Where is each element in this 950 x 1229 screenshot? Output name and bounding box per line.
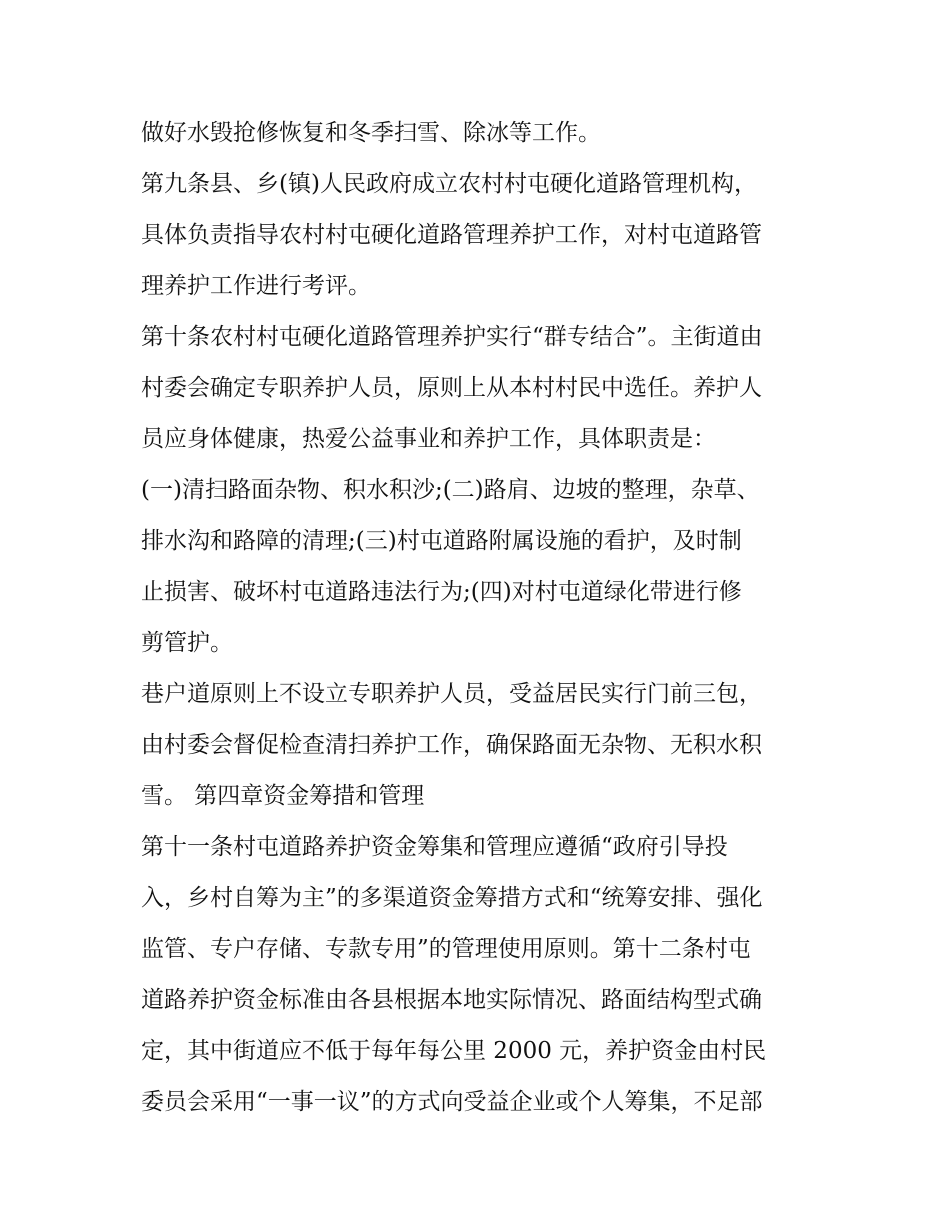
text-line: (一)清扫路面杂物、积水积沙;(二)路肩、边坡的整理，杂草、 <box>141 477 760 503</box>
text-line: 雪。 第四章资金筹措和管理 <box>141 783 425 809</box>
text-line: 由村委会督促检查清扫养护工作，确保路面无杂物、无积水积 <box>141 732 762 758</box>
text-line: 做好水毁抢修恢复和冬季扫雪、除冰等工作。 <box>141 120 601 146</box>
text-line: 第九条县、乡(镇)人民政府成立农村村屯硬化道路管理机构， <box>141 171 757 197</box>
text-line: 定，其中街道应不低于每年每公里 2000 元，养护资金由村民 <box>141 1038 767 1064</box>
text-line: 监管、专户存储、专款专用”的管理使用原则。第十二条村屯 <box>141 936 751 962</box>
text-line: 具体负责指导农村村屯硬化道路管理养护工作，对村屯道路管 <box>141 222 762 248</box>
text-line: 入，乡村自筹为主”的多渠道资金筹措方式和“统筹安排、强化 <box>141 885 763 911</box>
text-line: 巷户道原则上不设立专职养护人员，受益居民实行门前三包， <box>141 681 762 707</box>
text-line: 第十条农村村屯硬化道路管理养护实行“群专结合”。主街道由 <box>141 324 763 350</box>
text-line: 委员会采用“一事一议”的方式向受益企业或个人筹集，不足部 <box>141 1089 763 1115</box>
text-line: 理养护工作进行考评。 <box>141 273 371 299</box>
text-line: 道路养护资金标准由各县根据本地实际情况、路面结构型式确 <box>141 987 762 1013</box>
text-line: 村委会确定专职养护人员，原则上从本村村民中选任。养护人 <box>141 375 762 401</box>
text-line: 排水沟和路障的清理;(三)村屯道路附属设施的看护，及时制 <box>141 528 742 554</box>
text-line: 止损害、破坏村屯道路违法行为;(四)对村屯道绿化带进行修 <box>141 579 742 605</box>
document-body <box>141 108 821 1128</box>
text-line: 剪管护。 <box>141 630 233 656</box>
text-line: 员应身体健康，热爱公益事业和养护工作，具体职责是： <box>141 426 716 452</box>
text-line: 第十一条村屯道路养护资金筹集和管理应遵循“政府引导投 <box>141 834 728 860</box>
